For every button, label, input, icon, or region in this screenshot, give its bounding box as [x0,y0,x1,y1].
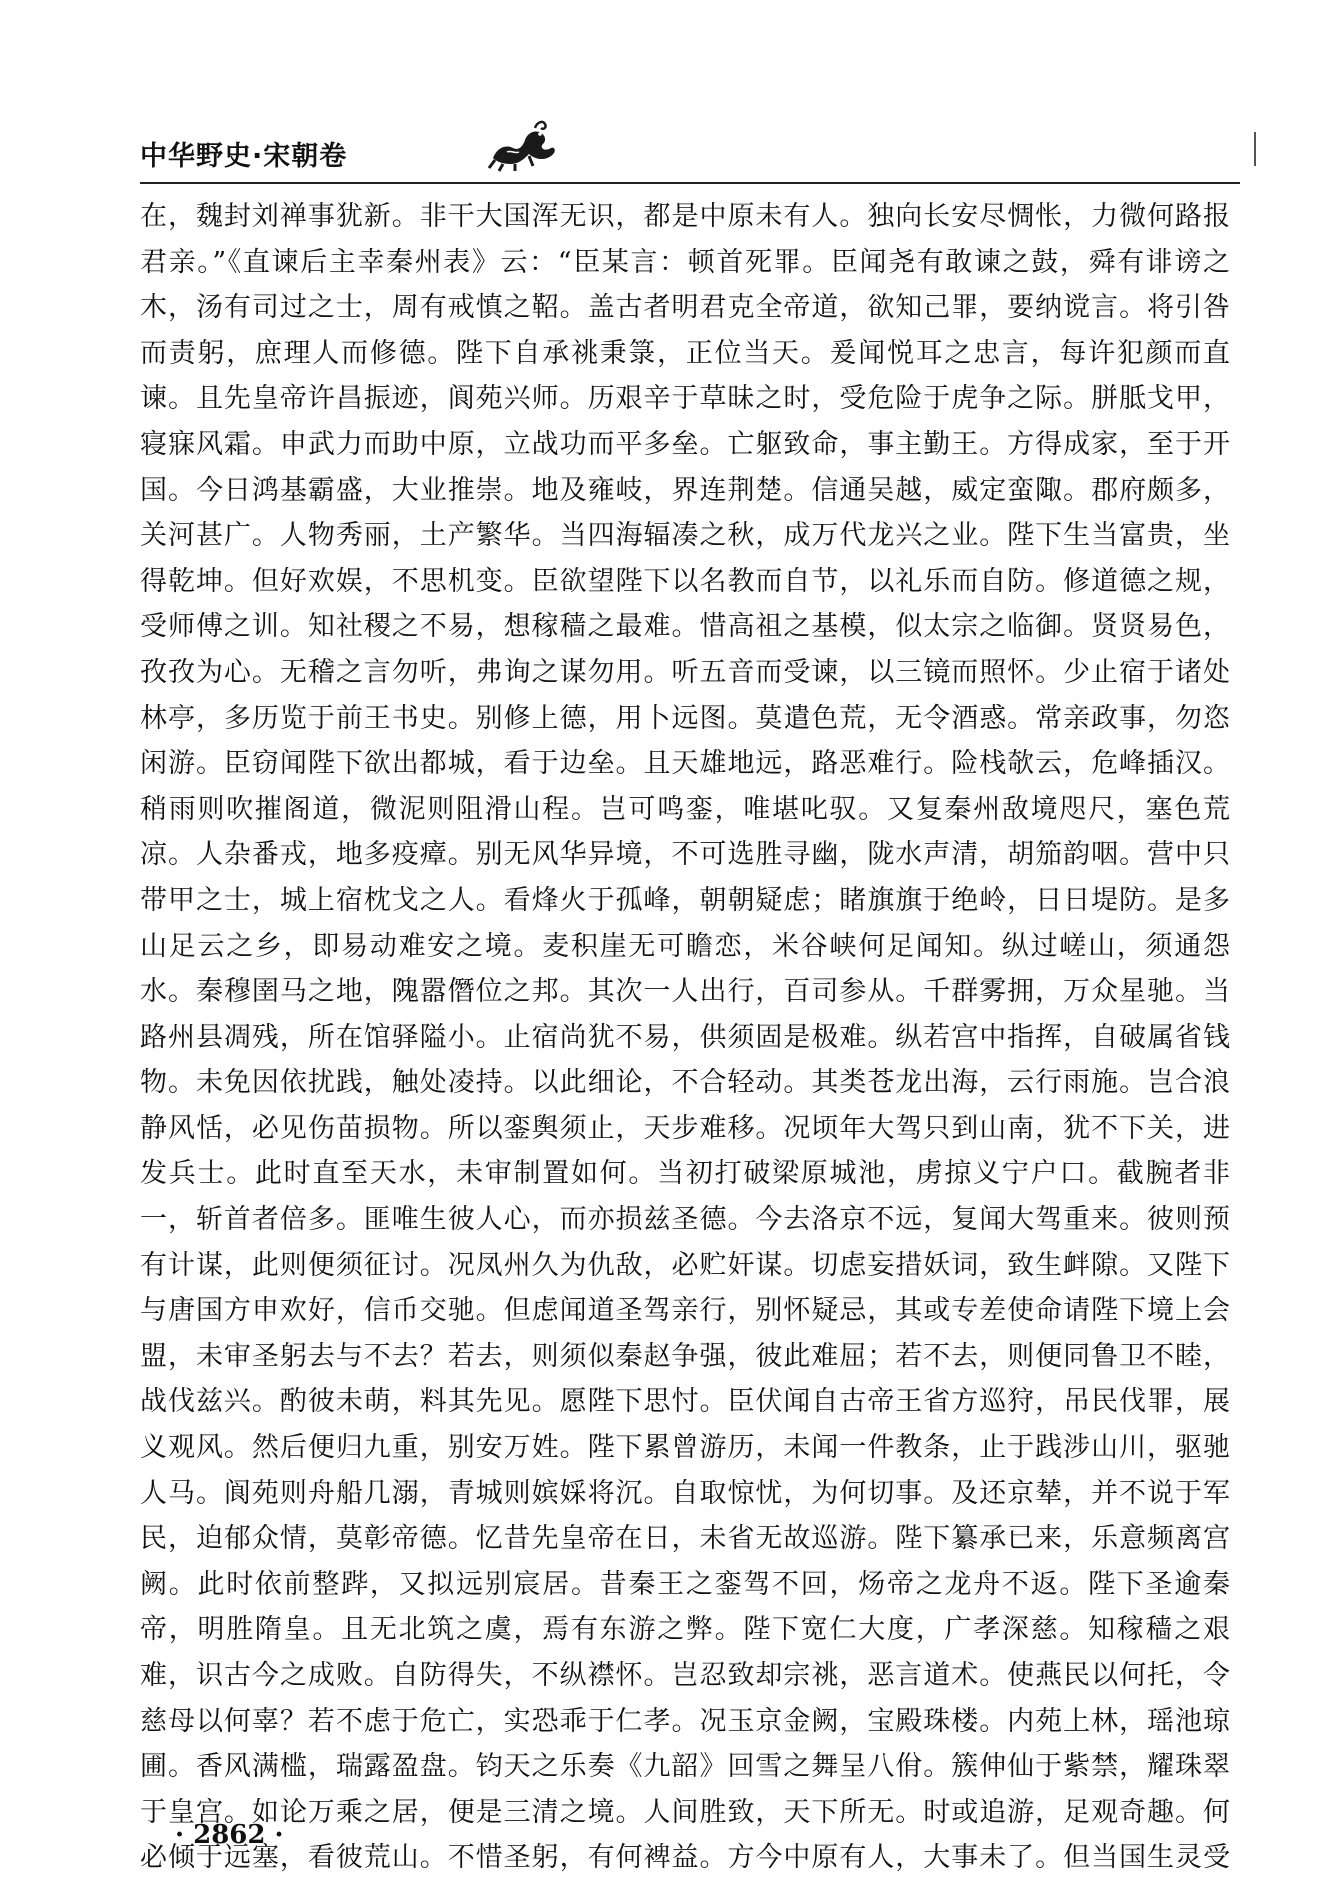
text-line: 物。未免因依扰践，触处凌持。以此细论，不合轻动。其类苍龙出海，云行雨施。岂合浪 [140,1067,1230,1099]
text-line: 谏。且先皇帝许昌振迹，阆苑兴师。历艰辛于草昧之时，受危险于虎争之际。胼胝戈甲， [140,383,1230,415]
text-line: 林亭，多历览于前王书史。别修上德，用卜远图。莫遣色荒，无令酒惑。常亲政事，勿恣 [140,702,1230,734]
text-line: 必倾于远塞，看彼荒山。不惜圣躬，有何裨益。方今中原有人，大事未了。但当国生灵受 [140,1842,1230,1874]
text-line: 静风恬，必见伤苗损物。所以銮舆须止，天步难移。况顷年大驾只到山南，犹不下关，进 [140,1112,1230,1144]
text-line: 战伐兹兴。酌彼未萌，料其先见。愿陛下思忖。臣伏闻自古帝王省方巡狩，吊民伐罪，展 [140,1386,1230,1418]
text-line: 民，迫郁众情，莫彰帝德。忆昔先皇帝在日，未省无故巡游。陛下纂承已来，乐意频离宫 [140,1523,1230,1555]
text-line: 帝，明胜隋皇。且无北筑之虞，焉有东游之弊。陛下宽仁大度，广孝深慈。知稼穑之艰 [140,1614,1230,1646]
text-line: 受师傅之训。知社稷之不易，想稼穑之最难。惜高祖之基模，似太宗之临御。贤贤易色， [140,611,1230,643]
text-line: 而责躬，庶理人而修德。陛下自承祧秉箓，正位当天。爰闻悦耳之忠言，每许犯颜而直 [140,337,1230,369]
book-title: 中华野史·宋朝卷 [140,141,348,172]
text-line: 阙。此时依前整跸，又拟远别宸居。昔秦王之銮驾不回，炀帝之龙舟不返。陛下圣逾秦 [140,1568,1230,1600]
text-line: 寝寐风霜。申武力而助中原，立战功而平多垒。亡躯致命，事主勤王。方得成家，至于开 [140,428,1230,460]
text-line: 在，魏封刘禅事犹新。非干大国浑无识，都是中原未有人。独向长安尽惆怅，力微何路报 [140,201,1230,232]
text-line: 孜孜为心。无稽之言勿听，弗询之谋勿用。听五音而受谏，以三镜而照怀。少止宿于诸处 [140,656,1230,688]
text-line: 慈母以何辜？若不虑于危亡，实恐乖于仁孝。况玉京金阙，宝殿珠楼。内苑上林，瑶池琼 [140,1705,1230,1737]
text-line: 山足云之乡，即易动难安之境。麦积崖无可瞻恋，米谷峡何足闻知。纵过嵯山，须通怨 [140,930,1230,962]
text-line: 稍雨则吹摧阁道，微泥则阻滑山程。岂可鸣銮，唯堪叱驭。又复秦州敌境咫尺，塞色荒 [140,793,1230,825]
text-line: 关河甚广。人物秀丽，土产繁华。当四海辐凑之秋，成万代龙兴之业。陛下生当富贵，坐 [140,520,1230,552]
margin-mark [1254,132,1256,166]
text-line: 国。今日鸿基霸盛，大业推崇。地及雍岐，界连荆楚。信通吴越，威定蛮陬。郡府颇多， [140,474,1230,506]
header-rule [140,182,1240,184]
text-line: 难，识古今之成败。自防得失，不纵襟怀。岂忍致却宗祧，恶言道术。使燕民以何托，令 [140,1660,1230,1691]
text-line: 人马。阆苑则舟船几溺，青城则嫔婇将沉。自取惊忧，为何切事。及还京辇，并不说于军 [140,1477,1230,1509]
text-line: 君亲。”《直谏后主幸秦州表》云：“臣某言：顿首死罪。臣闻尧有敢谏之鼓，舜有诽谤之 [140,246,1230,278]
text-line: 于皇宫。如论万乘之居，便是三清之境。人间胜致，天下所无。时或追游，足观奇趣。何 [140,1796,1230,1828]
text-line: 得乾坤。但好欢娱，不思机变。臣欲望陛下以名教而自节，以礼乐而自防。修道德之规， [140,565,1230,597]
text-line: 圃。香风满槛，瑞露盈盘。钧天之乐奏《九韶》回雪之舞呈八佾。簇伸仙于紫禁，耀珠翠 [140,1751,1230,1783]
text-line: 木，汤有司过之士，周有戒慎之鞀。盖古者明君克全帝道，欲知己罪，要纳谠言。将引咎 [140,292,1230,324]
running-header [140,130,1240,182]
text-line: 水。秦穆圉马之地，隗嚣僭位之邦。其次一人出行，百司参从。千群雾拥，万众星驰。当 [140,976,1230,1008]
text-line: 发兵士。此时直至天水，未审制置如何。当初打破梁原城池，虏掠义宁户口。截腕者非 [140,1158,1230,1190]
text-line: 闲游。臣窃闻陛下欲出都城，看于边垒。且天雄地远，路恶难行。险栈欹云，危峰插汉。 [140,748,1230,780]
text-line: 义观风。然后便归九重，别安万姓。陛下累曾游历，未闻一件教条，止于践涉山川，驱驰 [140,1432,1230,1464]
text-line: 带甲之士，城上宿枕戈之人。看烽火于孤峰，朝朝疑虑；睹旗旗于绝岭，日日堤防。是多 [140,884,1230,916]
text-line: 一，斩首者倍多。匪唯生彼人心，而亦损兹圣德。今去洛京不远，复闻大驾重来。彼则预 [140,1204,1230,1236]
text-line: 凉。人杂番戎，地多疫瘴。别无风华异境，不可选胜寻幽，陇水声清，胡笳韵咽。营中只 [140,839,1230,871]
text-line: 路州县凋残，所在馆驿隘小。止宿尚犹不易，供须固是极难。纵若宫中指挥，自破属省钱 [140,1021,1230,1053]
page-number: · 2862 · [175,1820,284,1850]
text-line: 与唐国方申欢好，信币交驰。但虑闻道圣驾亲行，别怀疑忌，其或专差使命请陛下境上会 [140,1295,1230,1327]
dragon-icon [485,118,559,172]
text-line: 有计谋，此则便须征讨。况凤州久为仇敌，必贮奸谋。切虑妄措妖词，致生衅隙。又陛下 [140,1249,1230,1281]
text-line: 盟，未审圣躬去与不去？若去，则须似秦赵争强，彼此难屈；若不去，则便同鲁卫不睦， [140,1340,1230,1372]
main-text [140,194,1230,1881]
